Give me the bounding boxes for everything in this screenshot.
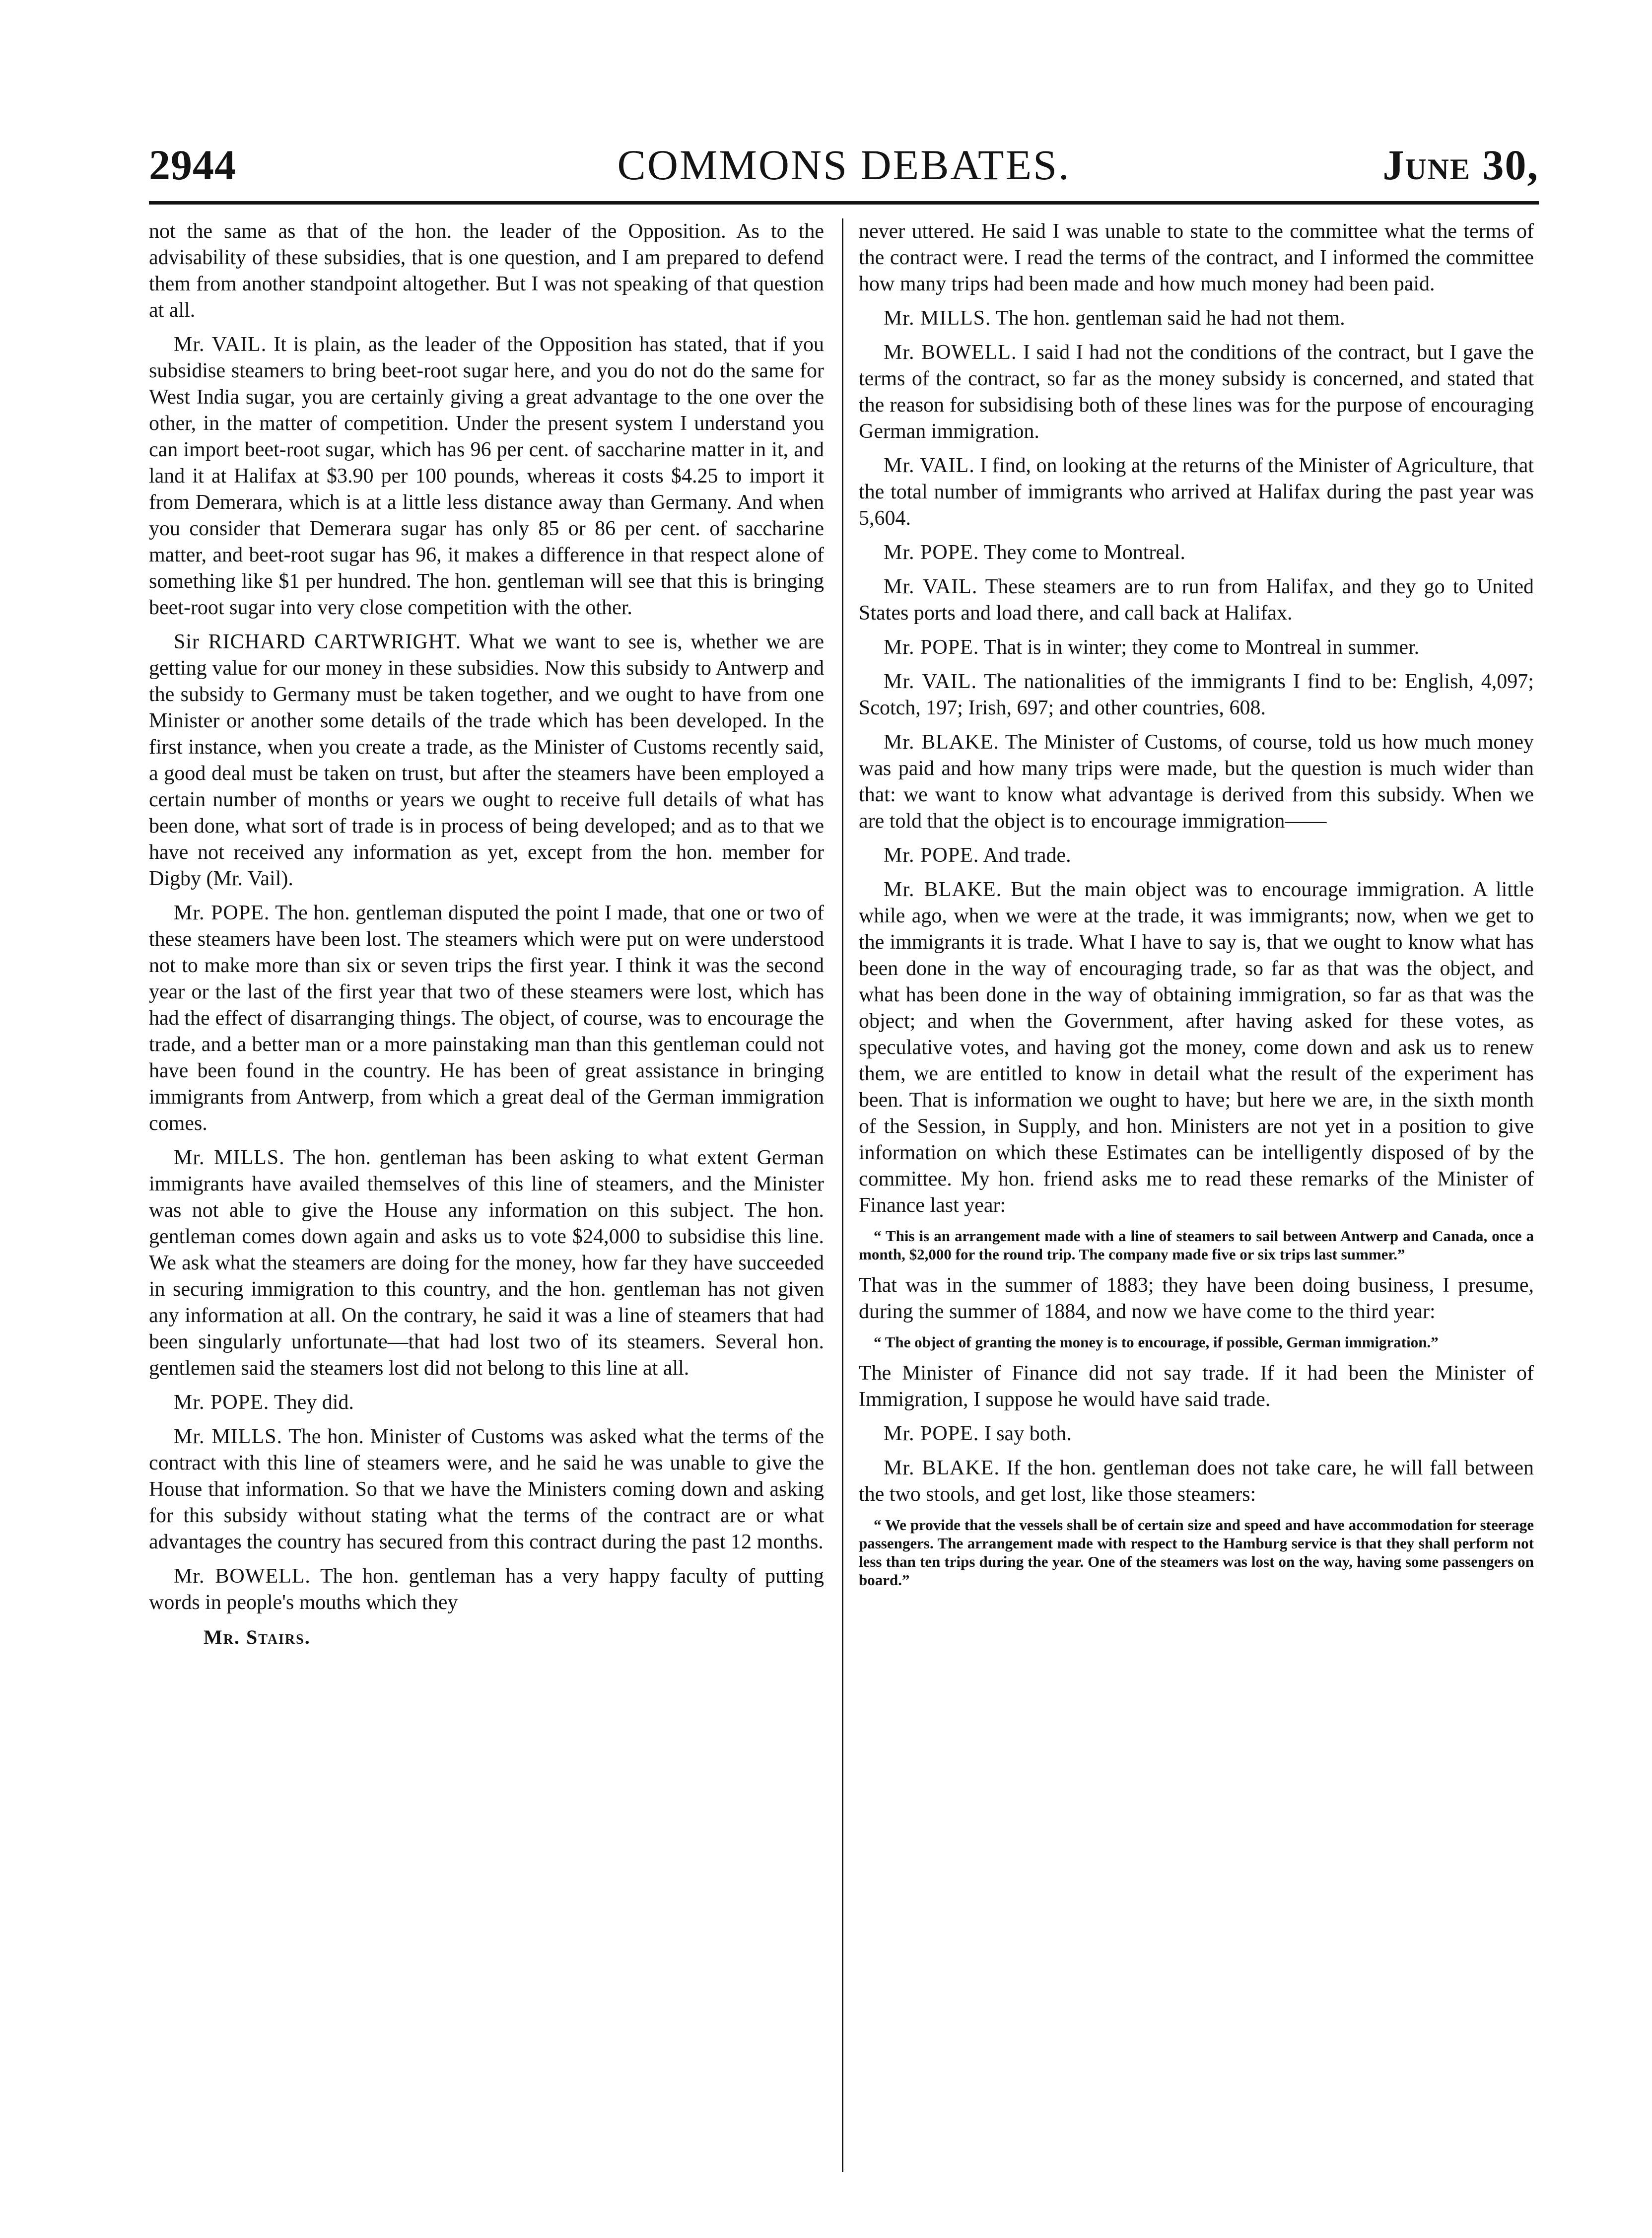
speech-paragraph <box>859 1421 1534 1447</box>
speech-text: The nationalities of the immigrants I find to be: English, 4,097; Scotch, 197; Irish, 697; and other countries, 608. <box>859 670 1534 719</box>
quoted-passage: “ The object of granting the money is to encourage, if possible, German immigration.” <box>874 1333 1439 1351</box>
quoted-passage: “ This is an arrangement made with a line of steamers to sail between Antwerp and Canada, once a month, $2,000 for the round trip. The company made five or six trips last summer.” <box>859 1227 1534 1263</box>
speech-text: not the same as that of the hon. the leader of the Opposition. As to the advisability of these subsidies, that is one question, and I am prepared to defend them from another standpoint altogether. But I was not speaking of that question at all. <box>149 220 824 322</box>
speech-text: That is in winter; they come to Montreal in summer. <box>983 636 1420 659</box>
speaker-name: Mr. BOWELL. <box>174 1565 311 1588</box>
speech-paragraph <box>859 574 1534 627</box>
page-body <box>149 218 1539 2184</box>
speech-text: The hon. gentleman said he had not them. <box>996 307 1345 330</box>
speech-text: What we want to see is, whether we are getting value for our money in these subsidies. Now this subsidy to Antwerp and the subsidy to Germany must be taken together, and we ought to have from one Minister or another some details of the trade which has been developed. In the first instance, when you create a trade, as the Minister of Customs recently said, a good deal must be taken on trust, but after the steamers have been employed a certain number of months or years we ought to receive full details of what has been done, what sort of trade is in process of being developed; and as to that we have not received any information as yet, except from the hon. member for Digby (Mr. Vail). <box>149 630 824 890</box>
speech-paragraph <box>859 305 1534 332</box>
speech-paragraph <box>859 877 1534 1219</box>
speaker-name: Mr. POPE. <box>174 1391 270 1414</box>
speech-text: The hon. gentleman has a very happy faculty of putting words in people's mouths which they <box>149 1565 824 1614</box>
speaker-name: Mr. MILLS. <box>174 1146 285 1169</box>
speech-paragraph <box>859 729 1534 835</box>
footer-signature: Mr. Stairs. <box>204 1626 311 1648</box>
speech-text: I say both. <box>984 1422 1072 1445</box>
speech-text: The Minister of Finance did not say trade. If it had been the Minister of Immigration, I suppose he would have said trade. <box>859 1362 1534 1411</box>
speaker-name: Mr. BLAKE. <box>884 878 1002 901</box>
speech-paragraph <box>859 1360 1534 1413</box>
speech-paragraph <box>149 900 824 1137</box>
speech-paragraph <box>859 540 1534 566</box>
speaker-name: Mr. POPE. <box>884 844 979 867</box>
speech-paragraph <box>859 634 1534 661</box>
speech-text: If the hon. gentleman does not take care, he will fall between the two stools, and get lost, like those steamers: <box>859 1457 1534 1506</box>
speaker-name: Mr. VAIL. <box>884 670 977 693</box>
speech-paragraph <box>859 1455 1534 1508</box>
speaker-name: Mr. POPE. <box>884 1422 979 1445</box>
speech-text: They come to Montreal. <box>983 541 1185 564</box>
speech-paragraph <box>859 218 1534 297</box>
speech-paragraph <box>859 842 1534 869</box>
speech-text: The hon. Minister of Customs was asked what the terms of the contract with this line of steamers were, and he said he was unable to give the House that information. So that we have the Ministers coming down and asking for this subsidy without stating what the terms of the contract are or what advantages the country has secured from this contract during the past 12 months. <box>149 1425 824 1553</box>
page-header <box>149 140 1539 200</box>
running-title: COMMONS DEBATES. <box>617 141 1071 189</box>
speaker-name: Mr. MILLS. <box>174 1425 282 1448</box>
speech-paragraph <box>149 218 824 324</box>
speaker-name: Sir RICHARD CARTWRIGHT. <box>174 630 462 653</box>
speech-text: never uttered. He said I was unable to state to the committee what the terms of the contract were. I read the terms of the contract, and I informed the committee how many trips had been made and how much money had been paid. <box>859 220 1534 295</box>
speaker-name: Mr. VAIL. <box>884 454 975 477</box>
speech-text: And trade. <box>983 844 1071 867</box>
speaker-name: Mr. MILLS. <box>884 307 991 330</box>
speech-paragraph <box>149 332 824 621</box>
speech-paragraph <box>149 1145 824 1382</box>
speech-text: That was in the summer of 1883; they have been doing business, I presume, during the summer of 1884, and now we have come to the third year: <box>859 1274 1534 1323</box>
page-date: June 30, <box>1382 141 1539 189</box>
speech-text: The Minister of Customs, of course, told us how much money was paid and how many trips were made, but the question is much wider than that: we want to know what advantage is derived from this subsidy. When we are told that the object is to encourage immigration—— <box>859 731 1534 833</box>
right-column <box>859 218 1534 1598</box>
speaker-name: Mr. POPE. <box>884 541 979 564</box>
column-rule <box>842 218 843 2172</box>
speaker-name: Mr. VAIL. <box>174 333 267 356</box>
speech-text: The hon. gentleman has been asking to what extent German immigrants have availed themselves of this line of steamers, and the Minister was not able to give the House any information on this subject. The hon. gentleman comes down again and asks us to vote $24,000 to subsidise this line. We ask what the steamers are doing for the money, how far they have succeeded in securing immigration to this country, and the hon. gentleman has not given any information at all. On the contrary, he said it was a line of steamers that had been singularly unfortunate—that had lost two of its steamers. Several hon. gentlemen said the steamers lost did not belong to this line at all. <box>149 1146 824 1380</box>
speech-text: They did. <box>274 1391 354 1414</box>
speaker-name: Mr. BLAKE. <box>884 731 999 754</box>
speaker-name: Mr. POPE. <box>174 902 270 924</box>
speaker-name: Mr. POPE. <box>884 636 979 659</box>
quoted-passage: “ We provide that the vessels shall be of certain size and speed and have accommodation for steerage passengers. The arrangement made with respect to the Hamburg service is that they shall perform not less than ten trips during the year. One of the steamers was lost on the way, having some passengers on board.” <box>859 1516 1534 1589</box>
speech-paragraph <box>149 629 824 892</box>
speech-text: I said I had not the conditions of the contract, but I gave the terms of the contract, so far as the money subsidy is concerned, and stated that the reason for subsidising both of these lines was for the purpose of encouraging German immigration. <box>859 341 1534 443</box>
speech-paragraph <box>859 453 1534 532</box>
speech-paragraph <box>859 340 1534 445</box>
page-number: 2944 <box>149 141 236 189</box>
speech-text: These steamers are to run from Halifax, and they go to United States ports and load there, and call back at Halifax. <box>859 575 1534 625</box>
speech-text: I find, on looking at the returns of the Minister of Agriculture, that the total number of immigrants who arrived at Halifax during the past year was 5,604. <box>859 454 1534 530</box>
speech-text: But the main object was to encourage immigration. A little while ago, when we were at the trade, it was immigrants; now, when we get to the immigrants it is trade. What I have to say is, that we ought to know what has been done in the way of encouraging trade, so far as that was the object, and what has been done in the way of obtaining immigration, so far as that was the object; and when the Government, after having asked for these votes, as speculative votes, and having got the money, come down and ask us to renew them, we are entitled to know in detail what the result of the experiment has been. That is information we ought to have; but here we are, in the sixth month of the Session, in Supply, and hon. Ministers are not yet in a position to give information on which these Estimates can be intelligently disposed of by the committee. My hon. friend asks me to read these remarks of the Minister of Finance last year: <box>859 878 1534 1217</box>
speaker-name: Mr. BLAKE. <box>884 1457 1000 1479</box>
speaker-name: Mr. VAIL. <box>884 575 978 598</box>
left-column <box>149 218 824 1650</box>
speaker-name: Mr. BOWELL. <box>884 341 1017 364</box>
speech-text: The hon. gentleman disputed the point I made, that one or two of these steamers have been lost. The steamers which were put on were understood not to make more than six or seven trips the first year. I think it was the second year or the last of the first year that two of these steamers were lost, which has had the effect of disarranging things. The object, of course, was to encourage the trade, and a better man or a more painstaking man than this gentleman could not have been found in the country. He has been of great assistance in bringing immigrants from Antwerp, from which a great deal of the German immigration comes. <box>149 902 824 1135</box>
speech-paragraph <box>859 1272 1534 1325</box>
speech-paragraph <box>859 669 1534 721</box>
speech-text: It is plain, as the leader of the Opposition has stated, that if you subsidise steamers to bring beet-root sugar here, and you do not do the same for West India sugar, you are certainly giving a great advantage to the one over the other, in the matter of competition. Under the present system I understand you can import beet-root sugar, which has 96 per cent. of saccharine matter in it, and land it at Halifax at $3.90 per 100 pounds, whereas it costs $4.25 to import it from Demerara, which is at a little less distance away than Germany. And when you consider that Demerara sugar has only 85 or 86 per cent. of saccharine matter, and beet-root sugar has 96, it makes a difference in that respect alone of something like $1 per hundred. The hon. gentleman will see that this is bringing beet-root sugar into very close competition with the other. <box>149 333 825 619</box>
speech-paragraph <box>149 1424 824 1555</box>
speech-paragraph <box>149 1390 824 1416</box>
speech-paragraph <box>149 1563 824 1616</box>
header-rule <box>149 201 1539 205</box>
